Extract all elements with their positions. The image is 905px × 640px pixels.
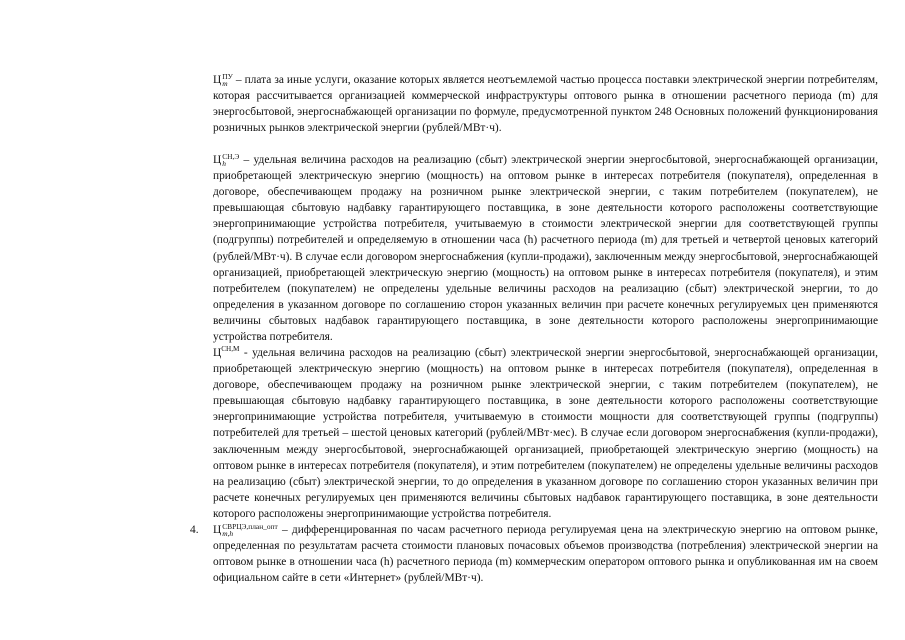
formula-symbol-sn-e: Ц СН,Э h — [213, 152, 240, 169]
definition-paragraph-sales-cost-capacity — [213, 345, 878, 522]
symbol-indices: СВРЦЭ,план_опт m,h — [222, 522, 278, 539]
list-number: 4. — [190, 524, 199, 536]
definition-text: – плата за иные услуги, оказание которых является неотъемлемой частью процесса поставки электрической энергии потребителям, которая рассчитывается организацией коммерческой инфраструктуры оптового рынка в отношении расчетного периода (m) для энергосбытовой, энергоснабжающей организации по формуле, предусмотренной пунктом 248 Основных положений функционирования розничных рынков электрической энергии (рублей/МВт·ч). — [213, 74, 878, 135]
symbol-indices: ПУ m — [222, 72, 233, 89]
formula-symbol-svrce: Ц СВРЦЭ,план_опт m,h — [213, 522, 278, 539]
definition-paragraph-sales-cost-energy — [213, 152, 878, 345]
formula-symbol-sn-m: $Ц^{СН,М}$ — [213, 345, 240, 359]
definition-text: – удельная величина расходов на реализацию (сбыт) электрической энергии энергосбытовой, энергоснабжающей организации, приобретающей электрическую энергию (мощность) на оптовом рынке в интересах потребителя (покупателя), определенная в договоре, обеспечивающем продажу на розничном рынке электрической энергии, с таким потребителем (покупателем), не превышающая сбытовую надбавку гарантирующего поставщика, в зоне деятельности которого расположены соответствующие энергопринимающие устройства потребителя, учитываемую в стоимости электрической энергии для соответствующей группы (подгруппы) потребителей и определяемую в отношении часа (h) расчетного периода (m) для третьей и четвертой ценовых категорий (рублей/МВт·ч). В случае если договором энергоснабжения (купли-продажи), заключенным между энергосбытовой, энергоснабжающей организацией, приобретающей электрическую энергию (мощность) на оптовом рынке в интересах потребителя (покупателя), и этим потребителем (покупателем) не определены удельные величины расходов на реализацию (сбыт) электрической энергии, то до определения в указанном договоре по соглашению сторон указанных величин при расчете конечных регулируемых цен применяются величины сбытовых надбавок гарантирующего поставщика, в зоне деятельности которого расположены энергопринимающие устройства потребителя. — [213, 154, 878, 344]
symbol-indices: СН,Э h — [222, 152, 240, 169]
definition-paragraph-wholesale-price — [213, 522, 878, 586]
definition-paragraph-other-services-fee — [213, 72, 878, 136]
definition-text: - удельная величина расходов на реализацию (сбыт) электрической энергии энергосбытовой, энергоснабжающей организации, приобретающей электрическую энергию (мощность) на оптовом рынке в интересах потребителя (покупателя), определенная в договоре, обеспечивающем продажу на розничном рынке электрической энергии, с таким потребителем (покупателем), не превышающая сбытовую надбавку гарантирующего поставщика, в зоне деятельности которого расположены соответствующие энергопринимающие устройства потребителя, учитываемую в стоимости мощности для соответствующей группы (подгруппы) потребителей для третьей – шестой ценовых категорий (рублей/МВт·мес). В случае если договором энергоснабжения (купли-продажи), заключенным между энергосбытовой, энергоснабжающей организацией, приобретающей электрическую энергию (мощность) на оптовом рынке в интересах потребителя (покупателя), и этим потребителем (покупателем) не определены удельные величины расходов на реализацию (сбыт) электрической энергии, то до определения в указанном договоре по соглашению сторон указанных величин при расчете конечных регулируемых цен применяются величины сбытовых надбавок гарантирующего поставщика, в зоне деятельности которого расположены энергопринимающие устройства потребителя. — [213, 347, 878, 520]
definition-text: – дифференцированная по часам расчетного периода регулируемая цена на электрическую энергию на оптовом рынке, определенная по результатам расчета стоимости плановых почасовых объемов производства (потребления) электрической энергии на оптовом рынке в отношении часа (h) расчетного периода (m) коммерческим оператором оптового рынка и опубликованная им на своем официальном сайте в сети «Интернет» (рублей/МВт·ч). — [213, 524, 878, 585]
formula-symbol-pu: Ц ПУ m — [213, 72, 233, 89]
